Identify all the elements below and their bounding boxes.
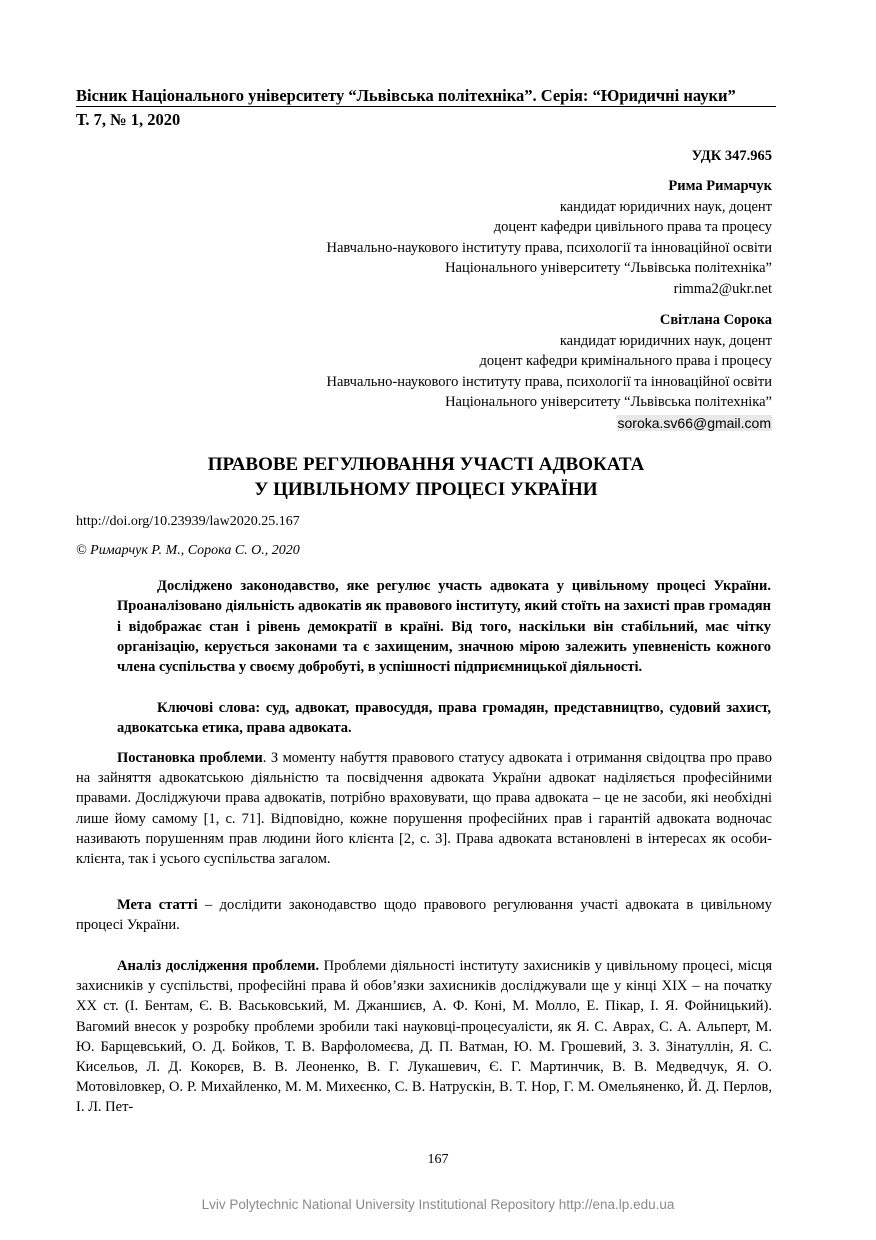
section-heading: Постановка проблеми — [117, 750, 263, 766]
author-block-1 — [326, 176, 772, 299]
author-position: доцент кафедри кримінального права і процесу — [479, 353, 772, 369]
article-title — [76, 452, 776, 502]
volume-issue: Т. 7, № 1, 2020 — [76, 110, 181, 129]
doi-link[interactable]: http://doi.org/10.23939/law2020.25.167 — [76, 514, 300, 529]
author-email[interactable]: soroka.sv66@gmail.com — [617, 414, 771, 431]
author-university: Національного університету “Львівська політехніка” — [445, 394, 772, 410]
section-analysis — [76, 956, 772, 1118]
keywords: Ключові слова: суд, адвокат, правосуддя, права громадян, представництво, судовий захист, адвокатська етика, права адвоката. — [117, 700, 771, 737]
repository-footer[interactable]: Lviv Polytechnic National University Institutional Repository http://ena.lp.edu.ua — [201, 1197, 675, 1212]
udc-code: УДК 347.965 — [691, 148, 772, 164]
section-text: Проблеми діяльності інституту захисників у цивільному процесі, місця захисників у суспільстві, професійні права й обов’язки захисників досліджували ще у кінці ХІХ – на початку ХХ ст. (І. Бентам, Є. В. Васьковський, М. Джаншиєв, А. Ф. Коні, М. Молло, Е. Пікар, І. Я. Фойницький). Вагомий внесок у розробку проблеми зробили такі науковці-процесуалісти, як Я. С. Аврах, С. А. Альперт, М. Ю. Барщевський, О. Д. Бойков, Т. В. Варфоломеєва, Д. П. Ватман, Ю. М. Грошевий, З. З. Зінатуллін, Я. С. Кисельов, Л. Д. Кокорєв, В. В. Леоненко, В. Г. Лукашевич, Є. Г. Мартинчик, В. В. Медведчук, Я. О. Мотовіловкер, О. Р. Михайленко, М. М. Михеєнко, С. В. Натрускін, В. Т. Нор, Г. М. Омельяненко, Й. Д. Перлов, І. Л. Пет- — [76, 958, 773, 1116]
section-problem — [76, 748, 772, 869]
section-heading: Аналіз дослідження проблеми. — [117, 958, 320, 974]
section-text: . З моменту набуття правового статусу адвоката і отримання свідоцтва про право на зайняття адвокатською діяльністю та посвідчення адвоката України адвокат наділяється професійними правами. Досліджуючи права адвокатів, потрібно враховувати, що права адвоката – це не засоби, які необхідні лише йому самому [1, с. 71]. Відповідно, кожне порушення професійних прав і гарантій адвоката водночас називають порушенням прав людини його клієнта [2, с. 3]. Права адвоката встановлені в інтересах як особи-клієнта, так і усього суспільства загалом. — [76, 750, 772, 868]
author-email[interactable]: rimma2@ukr.net — [673, 280, 772, 297]
section-text: – дослідити законодавство щодо правового регулювання участі адвоката в цивільному процесі України. — [76, 897, 772, 934]
abstract: Досліджено законодавство, яке регулює участь адвоката у цивільному процесі України. Проаналізовано діяльність адвокатів як правового інституту, який стоїть на захисті прав громадян і відображає стан і рівень демократії в країні. Від того, наскільки він стабільний, має чітку організацію, керується законами та є захищеним, значною мірою залежить упевненість кожного члена суспільства у своєму добробуті, в успішності підприємницької діяльності. — [117, 578, 771, 676]
author-institute: Навчально-наукового інституту права, психології та інноваційної освіти — [326, 373, 772, 390]
author-block-2 — [326, 310, 772, 434]
author-degree: кандидат юридичних наук, доцент — [559, 332, 772, 349]
title-line-2: У ЦИВІЛЬНОМУ ПРОЦЕСІ УКРАЇНИ — [254, 479, 598, 500]
author-name: Світлана Сорока — [659, 312, 772, 328]
section-aim — [76, 895, 772, 935]
author-degree: кандидат юридичних наук, доцент — [559, 198, 772, 215]
author-position: доцент кафедри цивільного права та процесу — [493, 219, 772, 235]
section-heading: Мета статті — [117, 897, 198, 913]
author-university: Національного університету “Львівська політехніка” — [445, 260, 772, 276]
author-institute: Навчально-наукового інституту права, психології та інноваційної освіти — [326, 239, 772, 256]
copyright: © Римарчук Р. М., Сорока С. О., 2020 — [76, 543, 300, 558]
page-number: 167 — [427, 1152, 449, 1167]
title-line-1: ПРАВОВЕ РЕГУЛЮВАННЯ УЧАСТІ АДВОКАТА — [207, 454, 645, 475]
author-name: Рима Римарчук — [668, 178, 772, 194]
journal-title: Вісник Національного університету “Львівська політехніка”. Серія: “Юридичні науки” — [76, 86, 776, 107]
